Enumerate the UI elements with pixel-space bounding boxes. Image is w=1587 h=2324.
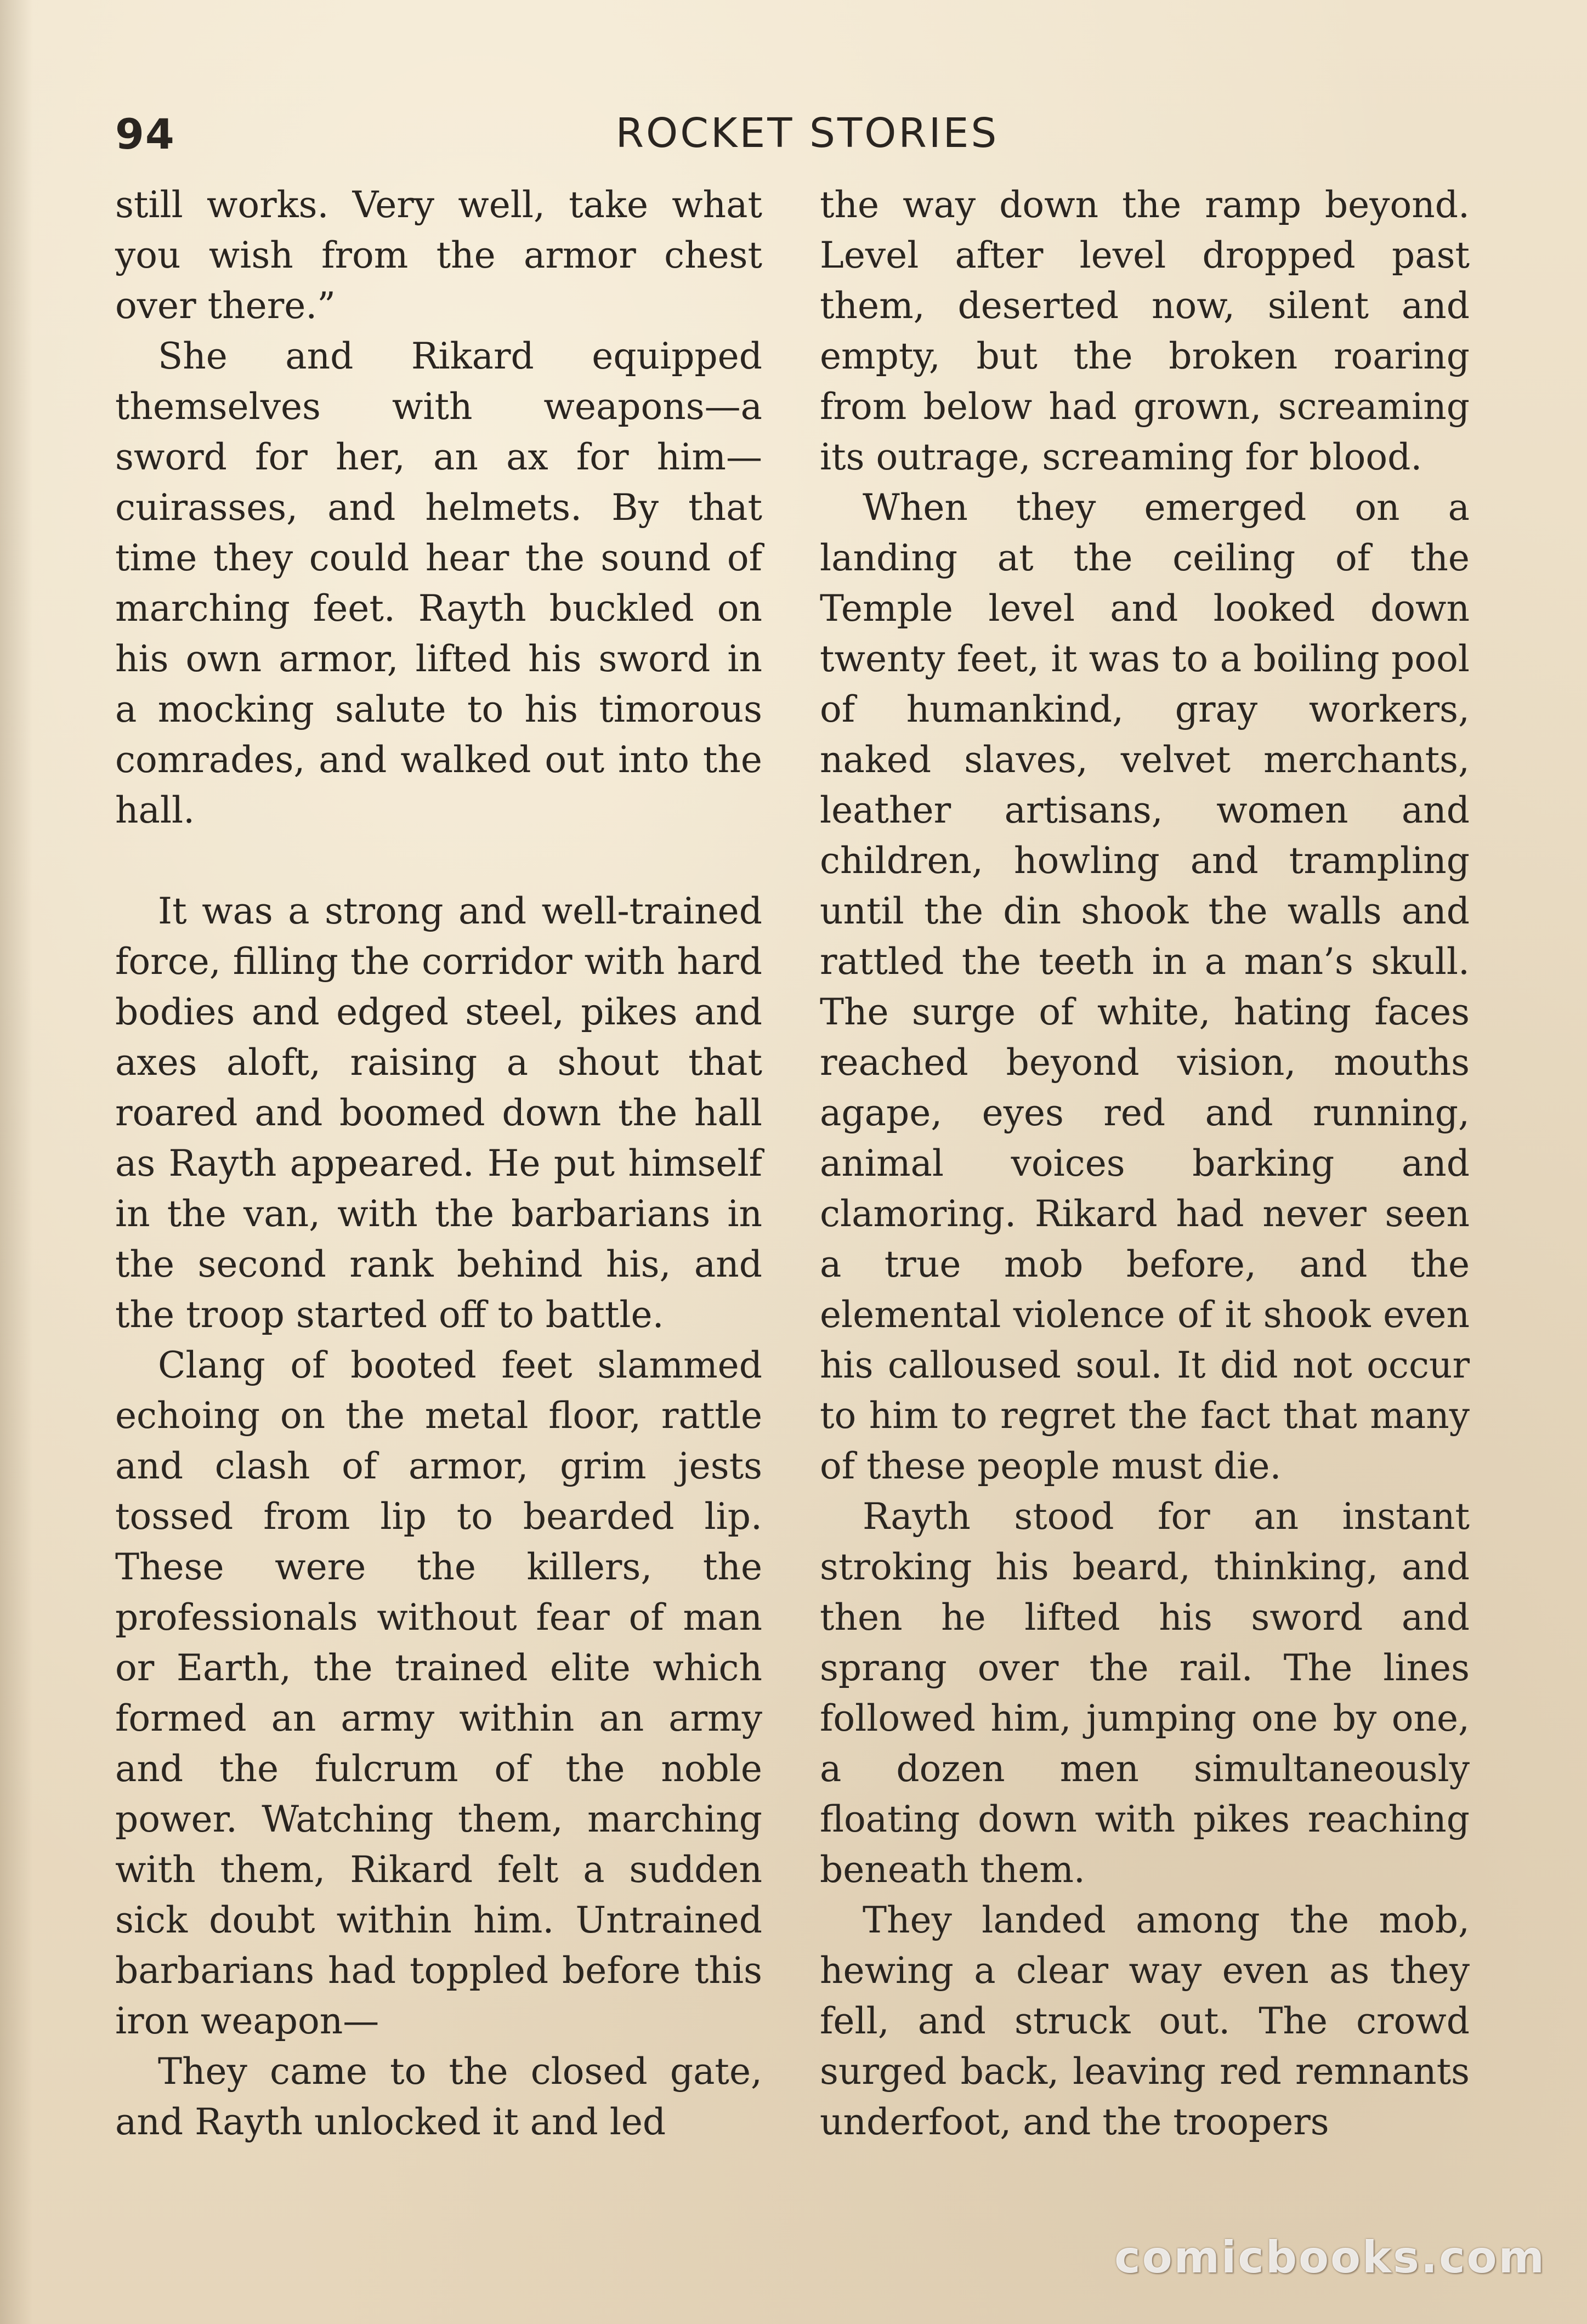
paragraph: still works. Very well, take what you wish from the armor chest over there.”: [115, 184, 762, 327]
paragraph: She and Rikard equipped themselves with weapons—a sword for her, an ax for him—cuirasses, and helmets. By that time they could hear the sound of marching feet. Rayth buckled on his own armor, lifted his sword in a mocking salute to his timorous comrades, and walked out into the hall.: [115, 335, 762, 831]
page-number: 94: [115, 110, 175, 158]
paragraph: Rayth stood for an instant stroking his beard, thinking, and then he lifted his sword and sprang over the rail. The lines followed him, jumping one by one, a dozen men simultaneously floating down with pikes reaching beneath them.: [820, 1495, 1470, 1891]
paragraph: It was a strong and well-trained force, filling the corridor with hard bodies and edged steel, pikes and axes aloft, raising a shout that roared and boomed down the hall as Rayth appeared. He put himself in the van, with the barbarians in the second rank behind his, and the troop started off to battle.: [115, 890, 762, 1336]
page-gutter-shadow: [0, 0, 33, 2324]
paragraph: They came to the closed gate, and Rayth unlocked it and led: [115, 2050, 762, 2143]
running-title: ROCKET STORIES: [615, 110, 999, 157]
paragraph: They landed among the mob, hewing a clear way even as they fell, and struck out. The crowd surged back, leaving red remnants underfoot, and the troopers: [820, 1899, 1470, 2143]
paragraph: Clang of booted feet slammed echoing on the metal floor, rattle and clash of armor, grim jests tossed from lip to bearded lip. These were the killers, the professionals without fear of man or Earth, the trained elite which formed an army within an army and the fulcrum of the noble power. Watching them, marching with them, Rikard felt a sudden sick doubt within him. Untrained barbarians had toppled before this iron weapon—: [115, 1344, 762, 2042]
paragraph: When they emerged on a landing at the ceiling of the Temple level and looked down twenty feet, it was to a boiling pool of humankind, gray workers, naked slaves, velvet merchants, leather artisans, women and children, howling and trampling until the din shook the walls and rattled the teeth in a man’s skull. The surge of white, hating faces reached beyond vision, mouths agape, eyes red and running, animal voices barking and clamoring. Rikard had never seen a true mob before, and the elemental violence of it shook even his calloused soul. It did not occur to him to regret the fact that many of these people must die.: [820, 486, 1470, 1487]
left-text-column: [115, 180, 762, 2147]
site-watermark: comicbooks.com: [1114, 2232, 1546, 2283]
paragraph: the way down the ramp beyond. Level after level dropped past them, deserted now, silent and empty, but the broken roaring from below had grown, screaming its outrage, screaming for blood.: [820, 184, 1470, 478]
right-text-column: [820, 180, 1470, 2147]
page-header: [115, 110, 1466, 170]
